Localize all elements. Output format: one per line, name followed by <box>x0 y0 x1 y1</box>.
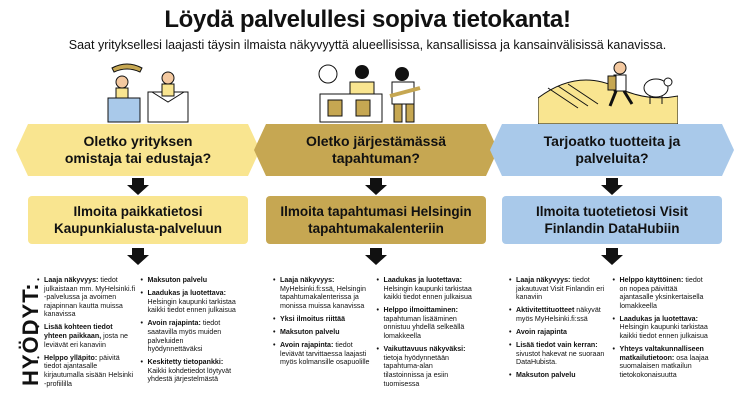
benefit-heading: Vaikuttavuus näkyväksi: <box>383 345 466 354</box>
benefit-text: tiedot saatavilla myös muiden palveluiden hyödynnettäväksi <box>147 319 222 354</box>
benefit-text: tapahtuman lisääminen onnistuu yhdellä selkeällä lomakkeella <box>383 314 465 341</box>
question-box: Oletko järjestämässä tapahtuman? <box>266 124 486 176</box>
action-box: Ilmoita tuotetietosi Visit Finlandin DataHubiin <box>502 196 722 244</box>
benefit-item <box>141 358 240 384</box>
down-arrow-icon <box>601 248 623 270</box>
benefit-item <box>509 276 608 302</box>
benefit-item <box>141 289 240 315</box>
benefit-item <box>37 276 136 319</box>
down-arrow-icon <box>502 176 722 196</box>
benefit-heading: Maksuton palvelu <box>280 327 340 336</box>
benefit-text: tietoja hyödynnetään tapahtuma-alan tilastoinnissa ja esiin tuomisessa <box>383 353 449 388</box>
action-box: Ilmoita tapahtumasi Helsingin tapahtumakalenteriin <box>266 196 486 244</box>
benefit-item <box>273 328 372 337</box>
benefits-box-products <box>502 268 718 408</box>
band-performers-illustration <box>310 58 430 124</box>
benefit-heading: Laadukas ja luotettava: <box>147 289 226 298</box>
benefit-text: Kaikki kohdetiedot löytyvät yhdestä järjestelmästä <box>147 366 232 384</box>
benefit-item <box>613 276 712 310</box>
benefit-text: tiedot leviävät tarvittaessa laajasti myös kolmansille osapuolille <box>280 341 370 367</box>
benefit-item <box>37 323 136 349</box>
benefit-heading: Yksi ilmoitus riittää <box>280 314 346 323</box>
benefit-heading: Laaja näkyvyys: <box>44 276 99 284</box>
benefit-heading: Keskitetty tietopankki: <box>147 358 224 367</box>
benefit-heading: Helppo ilmoittaminen: <box>383 306 458 315</box>
benefit-heading: Maksuton palvelu <box>147 276 208 284</box>
benefit-heading: Yhteys valtakunnalliseen matkailutietoon: <box>619 345 704 362</box>
benefit-heading: Laadukas ja luotettava: <box>383 276 462 284</box>
down-arrow-icon <box>127 248 149 270</box>
benefit-item <box>509 306 608 323</box>
market-vendors-illustration <box>82 58 202 124</box>
benefit-item <box>377 276 476 302</box>
action-box: Ilmoita paikkatietosi Kaupunkialusta-palveluun <box>28 196 248 244</box>
benefit-heading: Lisää kohteen tiedot yhteen paikkaan, <box>44 323 113 341</box>
benefit-text: MyHelsinki.fi:ssä, Helsingin tapahtumakalenterissa ja monissa muissa kanavissa <box>280 284 366 310</box>
hiker-landscape-illustration <box>538 58 678 124</box>
page-subtitle: Saat yrityksellesi laajasti täysin ilmaista näkyvyyttä alueellisissa, kansallisissa ja kansainvälisissä kanavissa. <box>68 38 667 52</box>
benefit-item <box>509 328 608 337</box>
benefit-heading: Avoin rajapinta <box>516 327 567 336</box>
benefit-item <box>613 345 712 379</box>
benefit-text: Helsingin kaupunki tarkistaa kaikki tiedot ennen julkaisua <box>147 297 236 315</box>
benefit-heading: Avoin rajapinta: <box>147 319 201 328</box>
benefit-text: päivitä tiedot ajantasalle kirjautumalla sisään Helsinki -profiililla <box>44 353 134 388</box>
benefit-text: tiedot on nopea päivittää ajantasalle yksinkertaisella lomakkeella <box>619 276 704 310</box>
question-box: Oletko yrityksen omistaja tai edustaja? <box>28 124 248 176</box>
page-title: Löydä palvelullesi sopiva tietokanta! <box>164 6 571 33</box>
benefit-item <box>509 341 608 367</box>
column-business-owner <box>28 124 248 244</box>
benefits-box-business <box>30 268 246 408</box>
benefit-heading: Laaja näkyvyys: <box>516 276 571 284</box>
benefit-text: osa laajaa suomalaisen matkailun tietokokonaisuutta <box>619 353 709 379</box>
benefit-item <box>377 345 476 388</box>
down-arrow-icon <box>365 248 387 270</box>
benefit-item <box>141 319 240 353</box>
benefit-text: tiedot jakautuvat Visit Finlandin eri kanaviin <box>516 276 605 302</box>
question-box: Tarjoatko tuotteita ja palveluita? <box>502 124 722 176</box>
benefit-item <box>273 276 372 310</box>
benefit-item <box>37 354 136 388</box>
benefit-heading: Laaja näkyvyys: <box>280 276 335 284</box>
benefit-heading: Helppo ylläpito: <box>44 353 98 362</box>
benefit-item <box>141 276 240 285</box>
benefit-heading: Aktivitettituotteet <box>516 306 575 315</box>
benefit-text: tiedot julkaistaan mm. MyHelsinki.fi -palvelussa ja avoimen rajapinnan kautta muissa kanavissa <box>44 276 136 319</box>
benefit-text: sivustot hakevat ne suoraan DataHubista. <box>516 349 605 367</box>
benefit-heading: Lisää tiedot vain kerran: <box>516 341 598 350</box>
column-products-services <box>502 124 722 244</box>
benefit-heading: Laadukas ja luotettava: <box>619 314 698 323</box>
benefit-item <box>273 315 372 324</box>
benefit-item <box>613 315 712 341</box>
benefit-text: näkyvät myös MyHelsinki.fi:ssä <box>516 306 601 323</box>
benefit-text: josta ne leviävät eri kanaviin <box>44 332 128 349</box>
benefit-item <box>377 306 476 340</box>
benefit-text: Helsingin kaupunki tarkistaa kaikki tiedot ennen julkaisua <box>383 284 472 302</box>
benefit-item <box>273 341 372 367</box>
benefit-item <box>509 371 608 380</box>
benefit-heading: Avoin rajapinta: <box>280 341 334 350</box>
benefit-text: Helsingin kaupunki tarkistaa kaikki tiedot ennen julkaisua <box>619 323 708 341</box>
benefits-box-events <box>266 268 482 408</box>
down-arrow-icon <box>28 176 248 196</box>
down-arrow-icon <box>266 176 486 196</box>
column-event-organizer <box>266 124 486 244</box>
benefit-heading: Helppo käyttöinen: <box>619 276 684 284</box>
benefits-side-label: HYÖDYT: <box>18 282 43 386</box>
benefit-heading: Maksuton palvelu <box>516 371 576 380</box>
